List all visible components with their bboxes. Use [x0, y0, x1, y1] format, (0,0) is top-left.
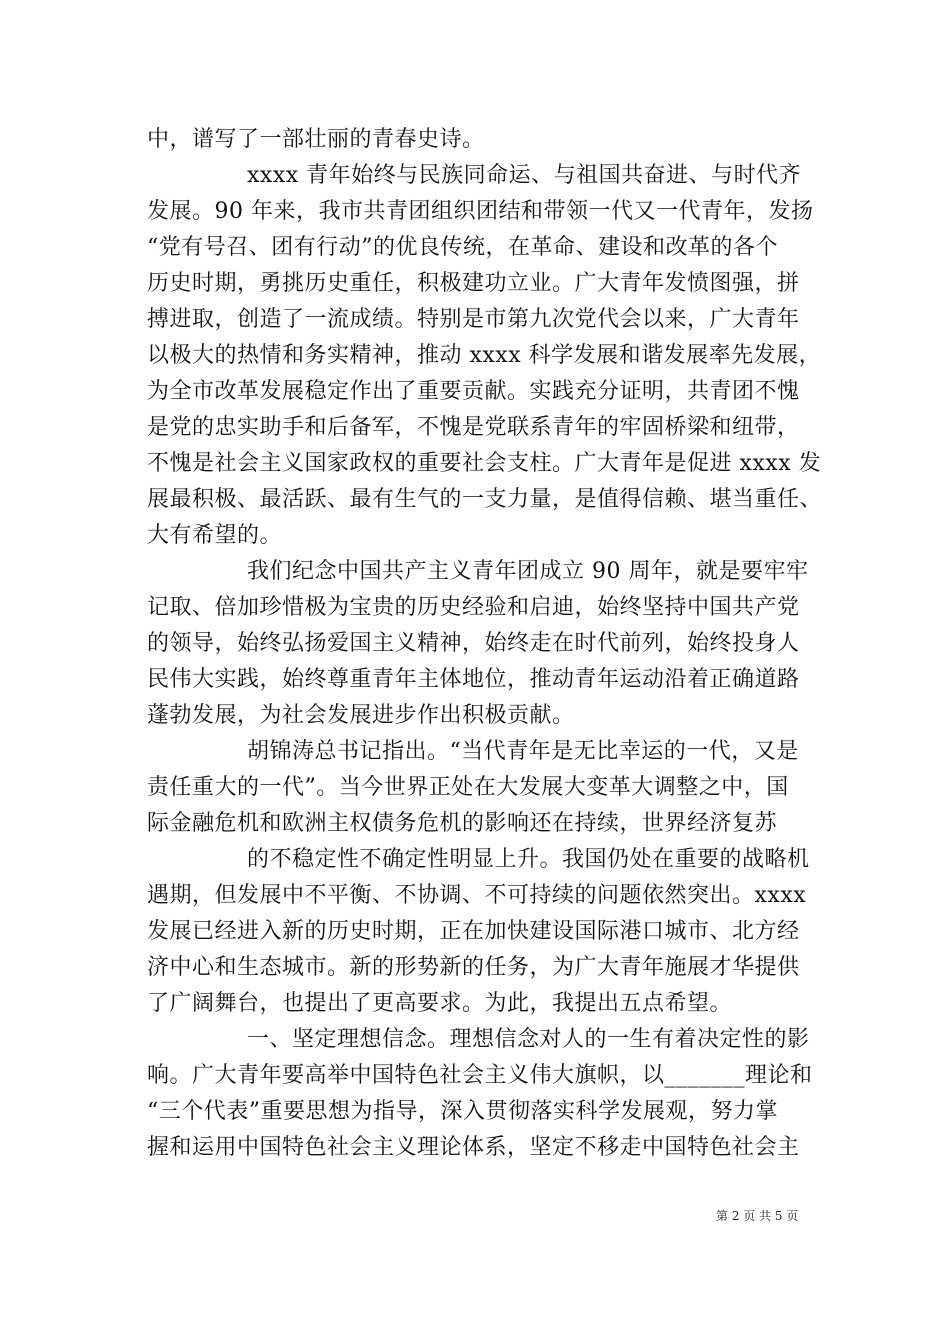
text-line: 搏进取，创造了一流成绩。特别是市第九次党代会以来，广大青年: [147, 307, 800, 332]
text-line: 大有希望的。: [147, 523, 283, 548]
text-line: 济中心和生态城市。新的形势新的任务，为广大青年施展才华提供: [147, 955, 800, 980]
text-line: 发展。90 年来，我市共青团组织团结和带领一代又一代青年，发扬: [147, 199, 814, 224]
text-line: “党有号召、团有行动”的优良传统，在革命、建设和改革的各个: [147, 235, 778, 260]
text-line: 蓬勃发展，为社会发展进步作出积极贡献。: [147, 703, 575, 728]
text-line: 的不稳定性不确定性明显上升。我国仍处在重要的战略机: [247, 847, 810, 872]
text-line: 展最积极、最活跃、最有生气的一支力量，是值得信赖、堪当重任、: [147, 487, 823, 512]
text-line: 不愧是社会主义国家政权的重要社会支柱。广大青年是促进 xxxx 发: [147, 451, 822, 476]
page-number-footer: 第 2 页 共 5 页: [716, 1209, 799, 1223]
text-line: 是党的忠实助手和后备军，不愧是党联系青年的牢固桥梁和纽带，: [147, 415, 800, 440]
text-line: 遇期，但发展中不平衡、不协调、不可持续的问题依然突出。xxxx: [147, 883, 807, 908]
text-line: 一、坚定理想信念。理想信念对人的一生有着决定性的影: [247, 1027, 810, 1052]
text-line: 以极大的热情和务实精神，推动 xxxx 科学发展和谐发展率先发展，: [147, 343, 822, 368]
text-line: 民伟大实践，始终尊重青年主体地位，推动青年运动沿着正确道路: [147, 667, 800, 692]
text-line: 际金融危机和欧洲主权债务危机的影响还在持续，世界经济复苏: [147, 811, 778, 836]
text-line: 发展已经进入新的历史时期，正在加快建设国际港口城市、北方经: [147, 919, 800, 944]
text-line: 胡锦涛总书记指出。“当代青年是无比幸运的一代，又是: [247, 739, 799, 764]
text-line: 为全市改革发展稳定作出了重要贡献。实践充分证明，共青团不愧: [147, 379, 800, 404]
text-line: 我们纪念中国共产主义青年团成立 90 周年，就是要牢牢: [247, 559, 809, 584]
text-line: 历史时期，勇挑历史重任，积极建功立业。广大青年发愤图强，拼: [147, 271, 800, 296]
text-line: xxxx 青年始终与民族同命运、与祖国共奋进、与时代齐: [247, 163, 802, 188]
text-line: “三个代表”重要思想为指导，深入贯彻落实科学发展观，努力掌: [147, 1099, 778, 1124]
text-line: 中，谱写了一部壮丽的青春史诗。: [147, 127, 485, 152]
text-line: 责任重大的一代”。当今世界正处在大发展大变革大调整之中，国: [147, 775, 789, 800]
text-line: 的领导，始终弘扬爱国主义精神，始终走在时代前列，始终投身人: [147, 631, 800, 656]
text-line: 握和运用中国特色社会主义理论体系，坚定不移走中国特色社会主: [147, 1135, 800, 1160]
text-line: 了广阔舞台，也提出了更高要求。为此，我提出五点希望。: [147, 991, 733, 1016]
text-line: 记取、倍加珍惜极为宝贵的历史经验和启迪，始终坚持中国共产党: [147, 595, 800, 620]
text-line: 响。广大青年要高举中国特色社会主义伟大旗帜，以_______理论和: [147, 1063, 813, 1088]
